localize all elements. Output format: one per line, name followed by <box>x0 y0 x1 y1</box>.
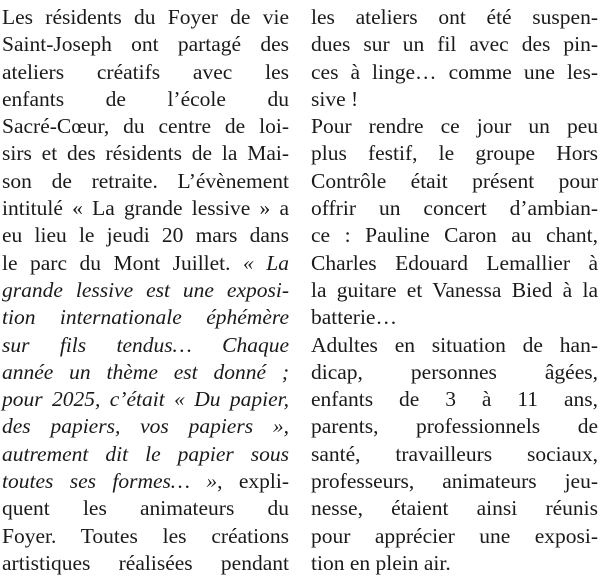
body-text: , expli- <box>217 469 289 494</box>
text-line <box>311 468 598 495</box>
text-line <box>311 59 598 86</box>
italic-quote-text: année un thème est donné ; <box>2 359 289 384</box>
text-line <box>2 468 289 495</box>
text-line <box>2 413 289 440</box>
text-line <box>311 386 598 413</box>
article-column-left <box>2 4 289 577</box>
text-line <box>311 222 598 249</box>
text-line <box>311 195 598 222</box>
text-line <box>2 140 289 167</box>
text-line <box>311 304 598 331</box>
body-text: enfants de 3 à 11 ans, <box>311 387 598 412</box>
body-text: offrir un concert d’ambian- <box>311 196 598 221</box>
body-text: ateliers créatifs avec les <box>2 59 289 84</box>
italic-quote-text: sur fils tendus… Chaque <box>2 332 289 357</box>
body-text: Adultes en situation de han- <box>311 332 598 357</box>
body-text: Sacré-Cœur, du centre de loi- <box>2 114 289 139</box>
body-text: son de retraite. L’évènement <box>2 168 289 193</box>
text-line <box>311 277 598 304</box>
text-line <box>2 195 289 222</box>
body-text: intitulé « La grande lessive » a <box>2 196 289 221</box>
body-text: Foyer. Toutes les créations <box>2 523 289 548</box>
text-line <box>2 304 289 331</box>
italic-quote-text: pour 2025, c’était « Du papier, <box>2 387 289 412</box>
body-text: tion en plein air. <box>311 550 451 575</box>
body-text: santé, travailleurs sociaux, <box>311 441 598 466</box>
body-text: Contrôle était présent pour <box>311 168 598 193</box>
body-text: quent les animateurs du <box>2 496 289 521</box>
body-text: Les résidents du Foyer de vie <box>2 5 289 29</box>
text-line <box>311 332 598 359</box>
text-line <box>2 86 289 113</box>
body-text: enfants de l’école du <box>2 86 289 111</box>
body-text: batterie… <box>311 305 397 330</box>
text-line <box>2 277 289 304</box>
text-line <box>2 168 289 195</box>
body-text: Charles Edouard Lemallier à <box>311 250 598 275</box>
text-line <box>311 495 598 522</box>
text-line <box>311 4 598 31</box>
italic-quote-text: tion internationale éphémère <box>2 305 289 330</box>
body-text: artistiques réalisées pendant <box>2 550 289 575</box>
italic-quote-text: des papiers, vos papiers », <box>2 414 289 439</box>
text-line <box>311 359 598 386</box>
body-text: le parc du Mont Juillet. <box>2 250 244 275</box>
body-text: nesse, étaient ainsi réunis <box>311 496 598 521</box>
article-column-right <box>311 4 598 577</box>
text-line <box>2 31 289 58</box>
body-text: pour apprécier une exposi- <box>311 523 598 548</box>
text-line <box>311 413 598 440</box>
text-line <box>311 86 598 113</box>
text-line <box>311 168 598 195</box>
italic-quote-text: « La <box>243 250 289 275</box>
body-text: dues sur un fil avec des pin- <box>311 32 598 57</box>
body-text: dicap, personnes âgées, <box>311 359 598 384</box>
text-line <box>2 4 289 31</box>
body-text: sive ! <box>311 86 359 111</box>
text-line <box>311 140 598 167</box>
body-text: Saint-Joseph ont partagé des <box>2 32 289 57</box>
text-line <box>2 550 289 577</box>
text-line <box>2 113 289 140</box>
body-text: les ateliers ont été suspen- <box>311 5 598 29</box>
body-text: ce : Pauline Caron au chant, <box>311 223 598 248</box>
text-line <box>2 495 289 522</box>
body-text: parents, professionnels de <box>311 414 598 439</box>
text-line <box>2 222 289 249</box>
text-line <box>2 332 289 359</box>
text-line <box>2 59 289 86</box>
text-line <box>2 250 289 277</box>
text-line <box>311 441 598 468</box>
italic-quote-text: autrement dit le papier sous <box>2 441 289 466</box>
text-line <box>311 31 598 58</box>
text-line <box>311 523 598 550</box>
body-text: professeurs, animateurs jeu- <box>311 469 598 494</box>
body-text: la guitare et Vanessa Bied à la <box>311 277 598 302</box>
body-text: Pour rendre ce jour un peu <box>311 114 598 139</box>
body-text: eu lieu le jeudi 20 mars dans <box>2 223 289 248</box>
text-line <box>2 386 289 413</box>
text-line <box>2 441 289 468</box>
text-line <box>311 113 598 140</box>
body-text: sirs et des résidents de la Mai- <box>2 141 289 166</box>
italic-quote-text: toutes ses formes… » <box>2 469 218 494</box>
text-line <box>2 359 289 386</box>
body-text: ces à linge… comme une les- <box>311 59 598 84</box>
text-line <box>2 523 289 550</box>
text-line <box>311 250 598 277</box>
italic-quote-text: grande lessive est une exposi- <box>2 277 289 302</box>
text-line <box>311 550 598 577</box>
body-text: plus festif, le groupe Hors <box>311 141 598 166</box>
